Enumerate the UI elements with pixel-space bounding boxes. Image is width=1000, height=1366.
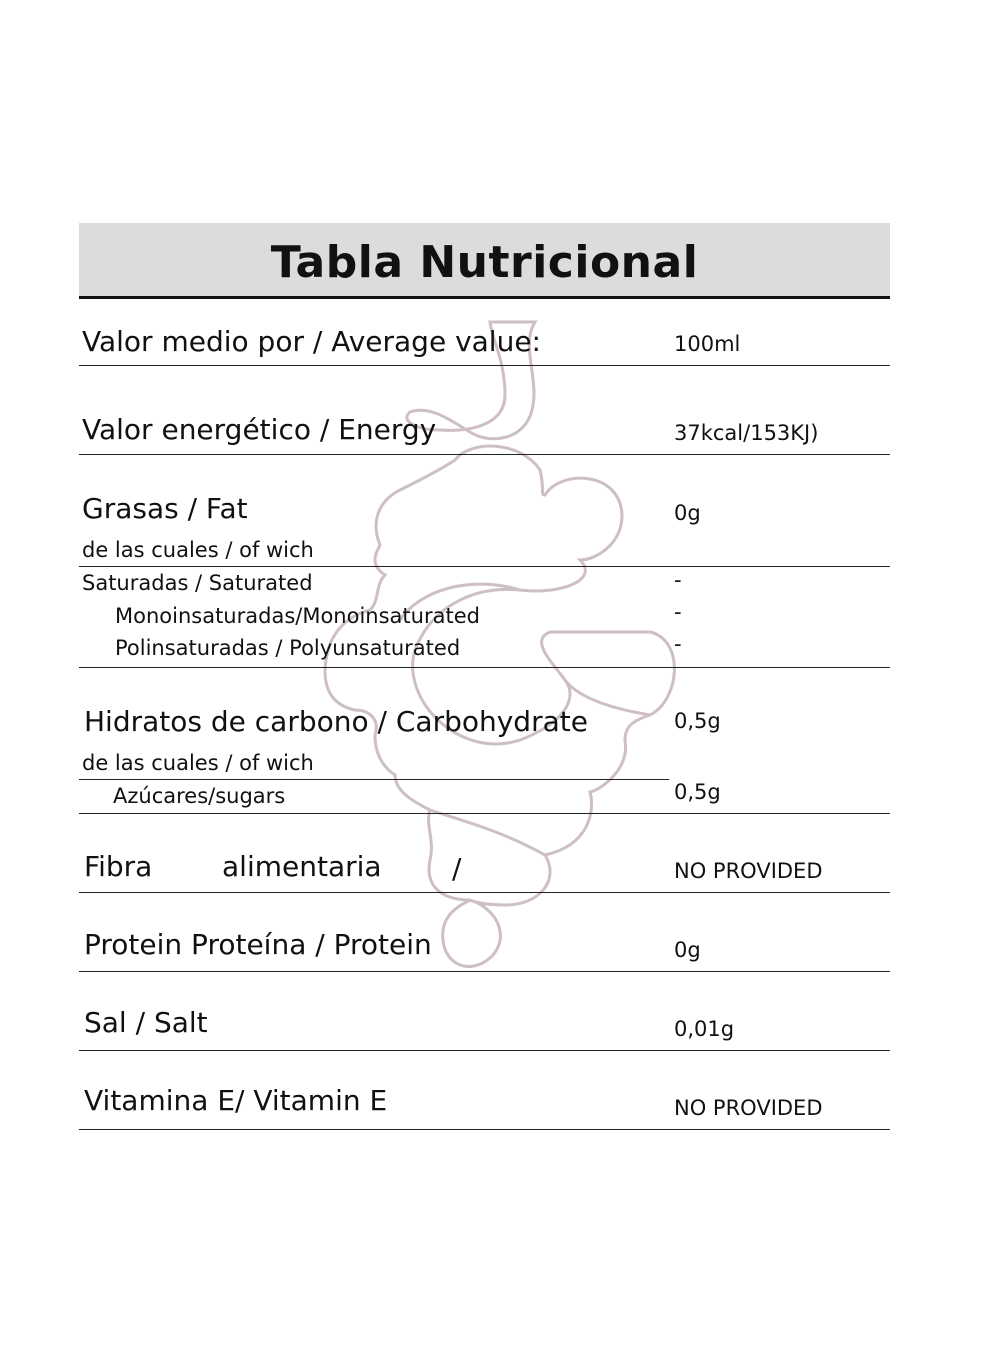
average-value-amount: 100ml [674, 332, 741, 356]
vitamin-e-label: Vitamina E/ Vitamin E [84, 1084, 388, 1117]
page-title: Tabla Nutricional [270, 237, 699, 288]
sugars-value: 0,5g [674, 780, 721, 804]
carbohydrate-sub-heading: de las cuales / of wich [82, 751, 314, 775]
row-divider [79, 971, 890, 972]
vitamin-e-value: NO PROVIDED [674, 1096, 823, 1120]
monounsaturated-label: Monoinsaturadas/Monoinsaturated [115, 604, 480, 628]
row-divider [79, 365, 890, 366]
protein-value: 0g [674, 938, 701, 962]
energy-value: 37kcal/153KJ) [674, 421, 819, 445]
polyunsaturated-label: Polinsaturadas / Polyunsaturated [115, 636, 461, 660]
saturated-value: - [674, 568, 682, 592]
carbohydrate-label: Hidratos de carbono / Carbohydrate [84, 705, 588, 738]
row-divider [79, 454, 890, 455]
table-title-bar [79, 223, 890, 299]
row-divider [79, 1129, 890, 1130]
fibre-value: NO PROVIDED [674, 859, 823, 883]
energy-label: Valor energético / Energy [82, 413, 437, 446]
fibre-label-part1: Fibra [84, 850, 153, 883]
fat-label: Grasas / Fat [82, 492, 248, 525]
row-divider [79, 667, 890, 668]
fat-sub-heading: de las cuales / of wich [82, 538, 314, 562]
row-divider [79, 813, 890, 814]
saturated-label: Saturadas / Saturated [82, 571, 313, 595]
row-divider [79, 566, 890, 567]
average-value-label: Valor medio por / Average value: [82, 325, 541, 358]
fat-value: 0g [674, 501, 701, 525]
sugars-label: Azúcares/sugars [113, 784, 286, 808]
salt-label: Sal / Salt [84, 1006, 208, 1039]
fibre-label-part2: alimentaria [222, 850, 382, 883]
carbohydrate-value: 0,5g [674, 709, 721, 733]
row-divider [79, 892, 890, 893]
row-divider [79, 1050, 890, 1051]
row-divider [79, 779, 669, 780]
polyunsaturated-value: - [674, 632, 682, 656]
fibre-label-part3: / [452, 852, 462, 885]
monounsaturated-value: - [674, 600, 682, 624]
salt-value: 0,01g [674, 1017, 735, 1041]
protein-label: Protein Proteína / Protein [84, 928, 432, 961]
